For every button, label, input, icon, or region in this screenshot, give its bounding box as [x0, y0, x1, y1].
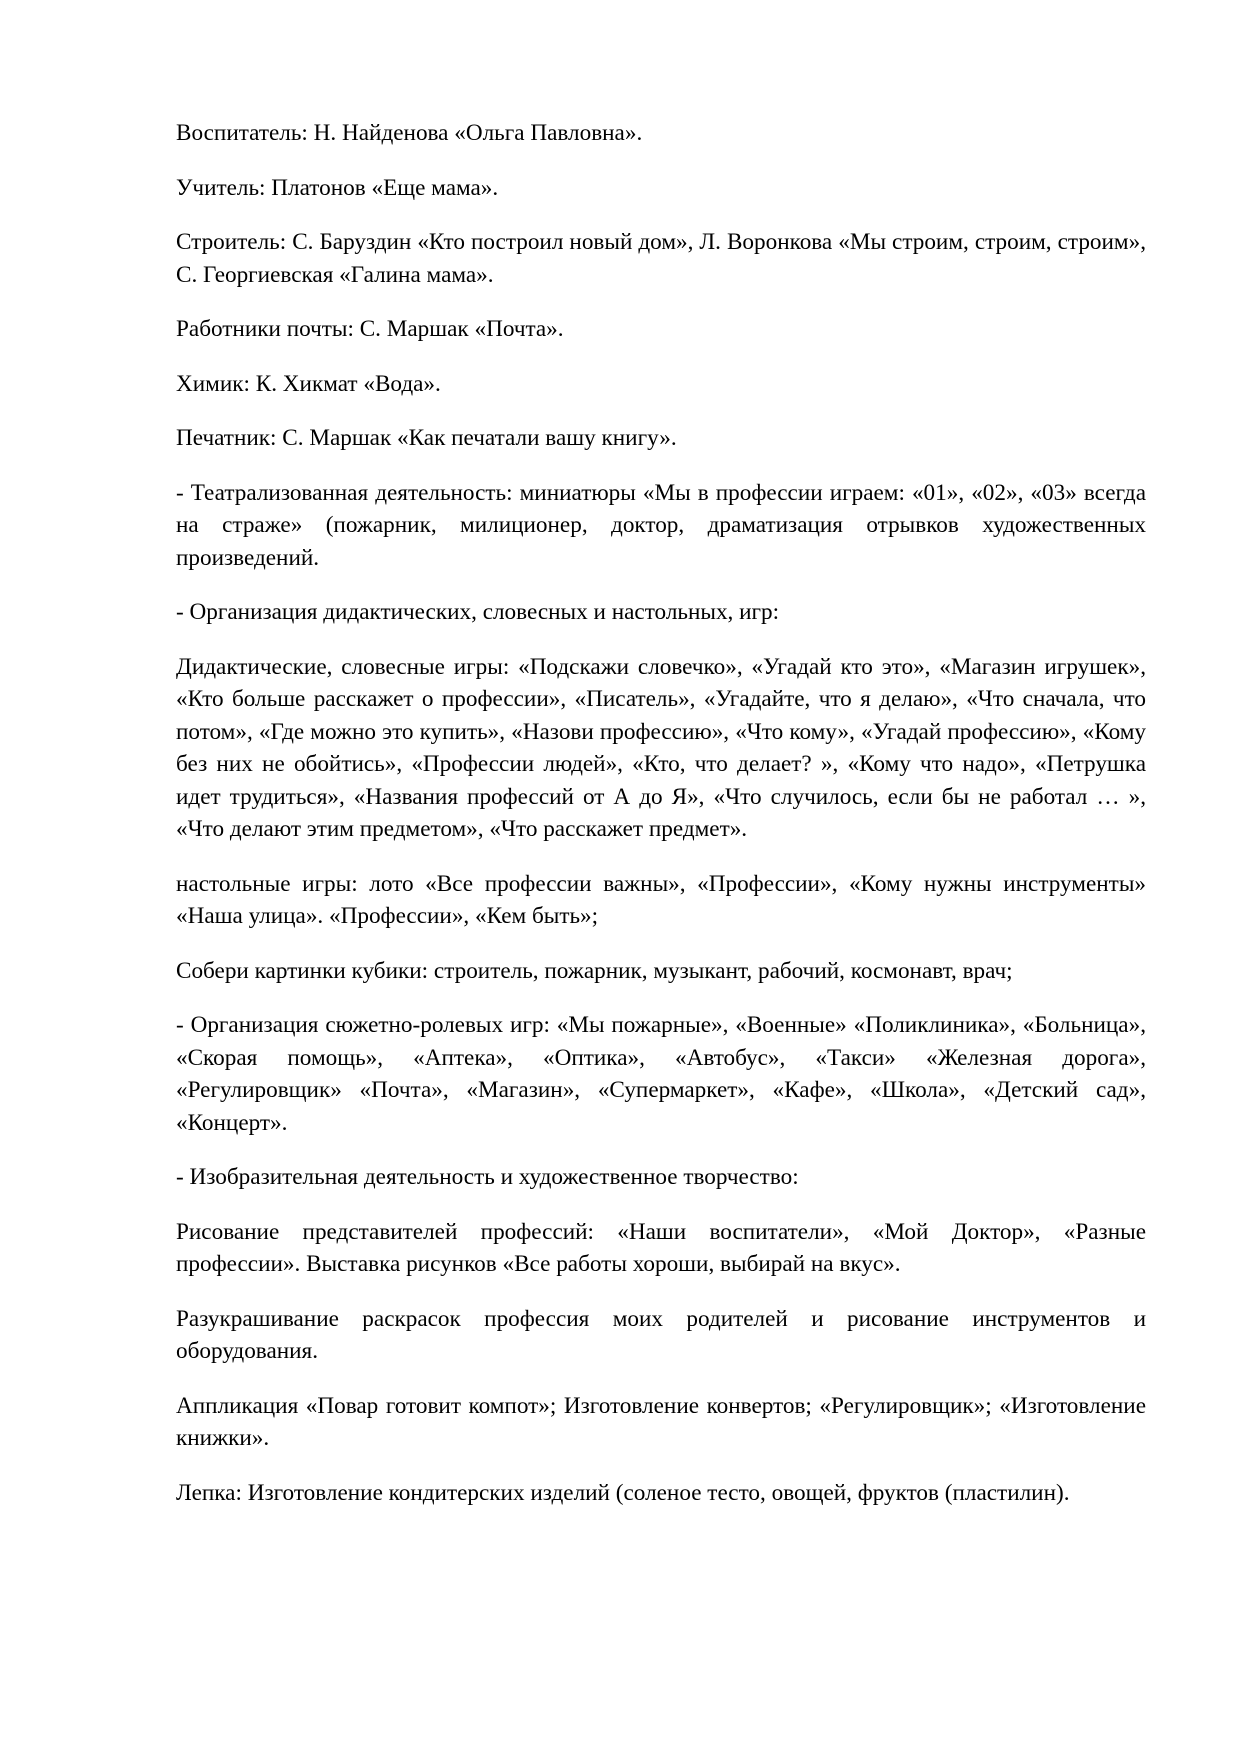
paragraph-drawing: Рисование представителей профессий: «Наши воспитатели», «Мой Доктор», «Разные профессии». Выставка рисунков «Все работы хороши, выбирай на вкус». [176, 1218, 1146, 1277]
paragraph-applique: Аппликация «Повар готовит компот»; Изготовление конвертов; «Регулировщик»; «Изготовление книжки». [176, 1392, 1146, 1451]
document-page [176, 117, 1146, 1531]
paragraph-teacher: Учитель: Платонов «Еще мама». [176, 174, 499, 201]
paragraph-educator: Воспитатель: Н. Найденова «Ольга Павловна». [176, 120, 643, 146]
paragraph-board-games: настольные игры: лото «Все профессии важны», «Профессии», «Кому нужны инструменты» «Наша улица». «Профессии», «Кем быть»; [176, 870, 1146, 929]
paragraph-modeling: Лепка: Изготовление кондитерских изделий (соленое тесто, овощей, фруктов (пластилин). [176, 1479, 1070, 1506]
paragraph-picture-cubes: Собери картинки кубики: строитель, пожарник, музыкант, рабочий, космонавт, врач; [176, 957, 1013, 984]
paragraph-printer: Печатник: С. Маршак «Как печатали вашу книгу». [176, 425, 677, 451]
paragraph-theatrical-activity: - Театрализованная деятельность: миниатюры «Мы в профессии играем: «01», «02», «03» всегда на страже» (пожарник, милиционер, доктор, драматизация отрывков художественных произведений. [176, 479, 1146, 571]
paragraph-role-playing-games: - Организация сюжетно-ролевых игр: «Мы пожарные», «Военные» «Поликлиника», «Больница», «Скорая помощь», «Аптека», «Оптика», «Автобус», «Такси» «Железная дорога», «Регулировщик» «Почта», «Магазин», «Супермаркет», «Кафе», «Школа», «Детский сад», «Концерт». [176, 1012, 1146, 1136]
paragraph-visual-activity: - Изобразительная деятельность и художественное творчество: [176, 1164, 799, 1190]
paragraph-games-organization: - Организация дидактических, словесных и настольных, игр: [176, 599, 780, 625]
paragraph-coloring: Разукрашивание раскрасок профессия моих родителей и рисование инструментов и оборудования. [176, 1305, 1146, 1364]
paragraph-didactic-games: Дидактические, словесные игры: «Подскажи словечко», «Угадай кто это», «Магазин игрушек», «Кто больше расскажет о профессии», «Писатель», «Угадайте, что я делаю», «Что сначала, что потом», «Где можно это купить», «Назови профессию», «Что кому», «Угадай профессию», «Кому без них не обойтись», «Профессии людей», «Кто, что делает? », «Кому что надо», «Петрушка идет трудиться», «Названия профессий от А до Я», «Что случилось, если бы не работал … », «Что делают этим предметом», «Что расскажет предмет». [176, 653, 1146, 842]
paragraph-builder: Строитель: С. Баруздин «Кто построил новый дом», Л. Воронкова «Мы строим, строим, строим», С. Георгиевская «Галина мама». [176, 229, 1146, 288]
paragraph-postal-workers: Работники почты: С. Маршак «Почта». [176, 316, 564, 342]
paragraph-chemist: Химик: К. Хикмат «Вода». [176, 370, 441, 397]
